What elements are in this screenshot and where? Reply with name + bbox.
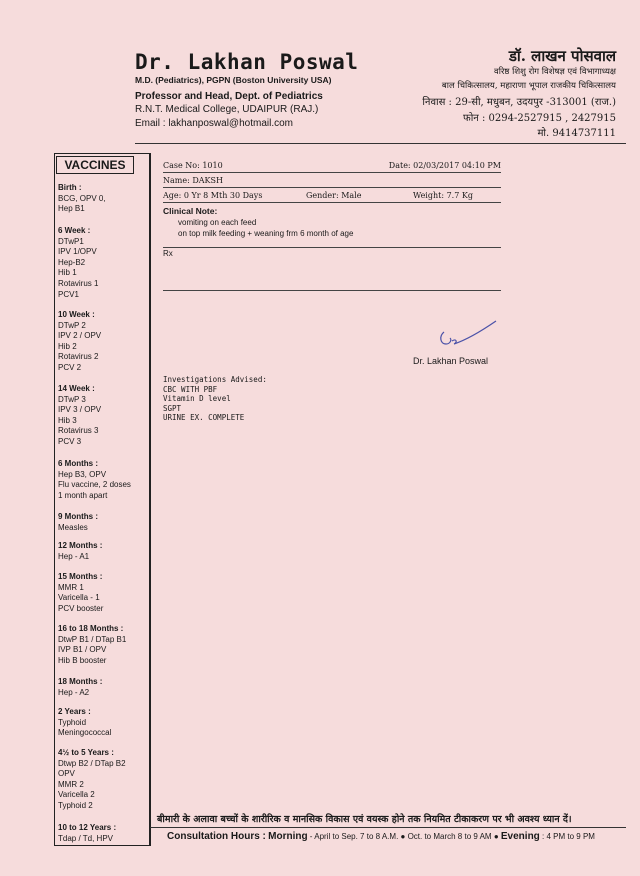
header-divider: [135, 143, 626, 144]
vaccine-group-heading: 15 Months :: [58, 572, 103, 581]
vaccine-group-9-months: [58, 512, 150, 533]
doctor-position: Professor and Head, Dept. of Pediatrics: [135, 91, 323, 102]
investigations: [163, 375, 267, 423]
vaccine-item: PCV 3: [58, 436, 82, 446]
vaccine-group-15-months: [58, 572, 150, 614]
vaccine-item: PCV 2: [58, 362, 82, 372]
divider: [163, 290, 501, 291]
doctor-college: R.N.T. Medical College, UDAIPUR (RAJ.): [135, 104, 319, 115]
vaccine-group-16-18-months: [58, 624, 150, 666]
vaccine-group-heading: 18 Months :: [58, 677, 103, 686]
vaccine-item: 1 month apart: [58, 490, 108, 500]
vaccine-group-heading: 2 Years :: [58, 707, 91, 716]
vaccine-item: Typhoid: [58, 717, 87, 727]
patient-weight: Weight: 7.7 Kg: [413, 191, 473, 200]
footer-divider: [150, 827, 626, 828]
vaccine-item: IVP B1 / OPV: [58, 645, 107, 655]
vaccine-group-18-months: [58, 677, 150, 698]
clinical-note-label: Clinical Note:: [163, 206, 218, 216]
case-number: Case No: 1010: [163, 161, 223, 170]
vaccine-item: Hep - A2: [58, 687, 90, 697]
clinical-note-line: on top milk feeding + weaning frm 6 month of age: [178, 229, 354, 238]
divider: [163, 247, 501, 248]
vaccine-item: Rotavirus 3: [58, 426, 99, 436]
vaccine-item: IPV 1/OPV: [58, 247, 97, 257]
vaccine-group-heading: 9 Months :: [58, 512, 98, 521]
investigation-item: CBC WITH PBF: [163, 384, 218, 394]
vaccine-group-heading: 10 Week :: [58, 310, 95, 319]
footer-hindi-note: बीमारी के अलावा बच्चों के शारीरिक व मानसिक विकास एवं वयस्क होने तक नियमित टीकाकरण पर भी अवश्य ध्यान दें।: [157, 814, 572, 825]
vaccine-item: DtwP B1 / DTap B1: [58, 634, 127, 644]
consultation-hours: [167, 831, 595, 842]
case-row: [163, 161, 501, 173]
doctor-email: Email : lakhanposwal@hotmail.com: [135, 118, 293, 129]
hindi-title: वरिष्ठ शिशु रोग विशेषज्ञ एवं विभागाध्यक्ष: [494, 67, 616, 77]
vaccine-item: IPV 3 / OPV: [58, 405, 102, 415]
vaccine-item: Hib 1: [58, 268, 77, 278]
vaccine-group-heading: 6 Months :: [58, 459, 98, 468]
vaccine-item: Varicella 2: [58, 790, 95, 800]
vaccine-item: Hep B1: [58, 204, 85, 214]
hindi-doctor-name: डॉ. लाखन पोसवाल: [508, 47, 616, 65]
investigation-item: Vitamin D level: [163, 394, 231, 403]
clinical-note-line: vomiting on each feed: [178, 218, 257, 227]
vaccine-group-heading: 16 to 18 Months :: [58, 624, 124, 633]
vaccine-item: Hib 2: [58, 341, 77, 351]
hindi-address: निवास : 29-सी, मधुबन, उदयपुर -313001 (राज.): [422, 97, 616, 108]
hindi-phone: फोन : 0294-2527915 , 2427915: [462, 113, 616, 124]
vaccine-item: Rotavirus 1: [58, 278, 99, 288]
vaccine-group-10-week: [58, 310, 150, 374]
doctor-degrees: M.D. (Pediatrics), PGPN (Boston University USA): [135, 75, 332, 85]
vaccine-item: Flu vaccine, 2 doses: [58, 480, 131, 490]
vaccine-group-6-week: [58, 226, 150, 300]
vaccine-group-heading: Birth :: [58, 183, 82, 192]
sidebar-divider: [150, 153, 151, 846]
visit-date: Date: 02/03/2017 04:10 PM: [388, 161, 501, 170]
investigation-item: SGPT: [163, 403, 182, 413]
vaccine-group-14-week: [58, 384, 150, 448]
patient-name: Name: DAKSH: [163, 176, 501, 188]
vaccine-item: PCV booster: [58, 603, 104, 613]
vaccine-item: Hib B booster: [58, 655, 107, 665]
vaccine-item: MMR 2: [58, 779, 84, 789]
hindi-mobile: मो. 9414737111: [537, 128, 616, 139]
morning-hours: - April to Sep. 7 to 8 A.M. ● Oct. to March 8 to 9 AM ●: [309, 832, 499, 841]
evening-label: Evening: [500, 831, 540, 842]
vaccine-item: Hep - A1: [58, 551, 90, 561]
vaccine-item: DTwP1: [58, 236, 84, 246]
vaccine-group-4-5-years: [58, 748, 150, 812]
evening-hours: : 4 PM to 9 PM: [542, 832, 595, 841]
doctor-name: Dr. Lakhan Poswal: [135, 50, 359, 74]
patient-gender: Gender: Male: [306, 191, 362, 200]
vaccine-group-12-months: [58, 541, 150, 562]
patient-age: Age: 0 Yr 8 Mth 30 Days: [163, 191, 263, 200]
vaccine-item: Hep B3, OPV: [58, 469, 107, 479]
hindi-hospital: बाल चिकित्सालय, महाराणा भूपाल राजकीय चिकित्सालय: [441, 81, 616, 91]
clinical-note: [178, 217, 353, 239]
vaccine-group-6-months: [58, 459, 150, 501]
signature-name: Dr. Lakhan Poswal: [413, 356, 489, 366]
vaccine-item: Dtwp B2 / DTap B2: [58, 758, 126, 768]
vaccine-item: MMR 1: [58, 582, 84, 592]
age-row: [163, 191, 501, 203]
vaccine-item: OPV: [58, 769, 75, 779]
vaccine-item: Measles: [58, 522, 88, 532]
rx-label: Rx: [163, 249, 173, 258]
vaccine-item: Varicella - 1: [58, 593, 100, 603]
vaccine-group-heading: 14 Week :: [58, 384, 95, 393]
vaccine-item: DTwP 2: [58, 320, 86, 330]
vaccine-group-heading: 12 Months :: [58, 541, 103, 550]
vaccine-item: IPV 2 / OPV: [58, 331, 102, 341]
vaccine-item: Meningococcal: [58, 728, 112, 738]
vaccine-group-heading: 6 Week :: [58, 226, 91, 235]
vaccine-item: DTwP 3: [58, 394, 86, 404]
vaccines-title: VACCINES: [56, 156, 134, 174]
vaccine-group-birth: [58, 183, 150, 215]
investigation-item: URINE EX. COMPLETE: [163, 413, 245, 422]
hours-label: Consultation Hours :: [167, 831, 266, 842]
vaccine-group-heading: 4½ to 5 Years :: [58, 748, 114, 757]
vaccine-group-heading: 10 to 12 Years :: [58, 823, 117, 832]
vaccine-item: BCG, OPV 0,: [58, 193, 106, 203]
vaccine-item: Hib 3: [58, 415, 77, 425]
signature-scribble: [436, 318, 500, 357]
vaccine-item: Tdap / Td, HPV: [58, 833, 113, 843]
vaccine-item: Rotavirus 2: [58, 352, 99, 362]
vaccine-item: Hep-B2: [58, 257, 86, 267]
vaccine-group-2-years: [58, 707, 150, 739]
vaccine-group-10-12-years: [58, 823, 150, 844]
vaccine-item: PCV1: [58, 289, 79, 299]
morning-label: Morning: [268, 831, 308, 842]
investigations-label: Investigations Advised:: [163, 375, 267, 384]
vaccine-item: Typhoid 2: [58, 800, 93, 810]
